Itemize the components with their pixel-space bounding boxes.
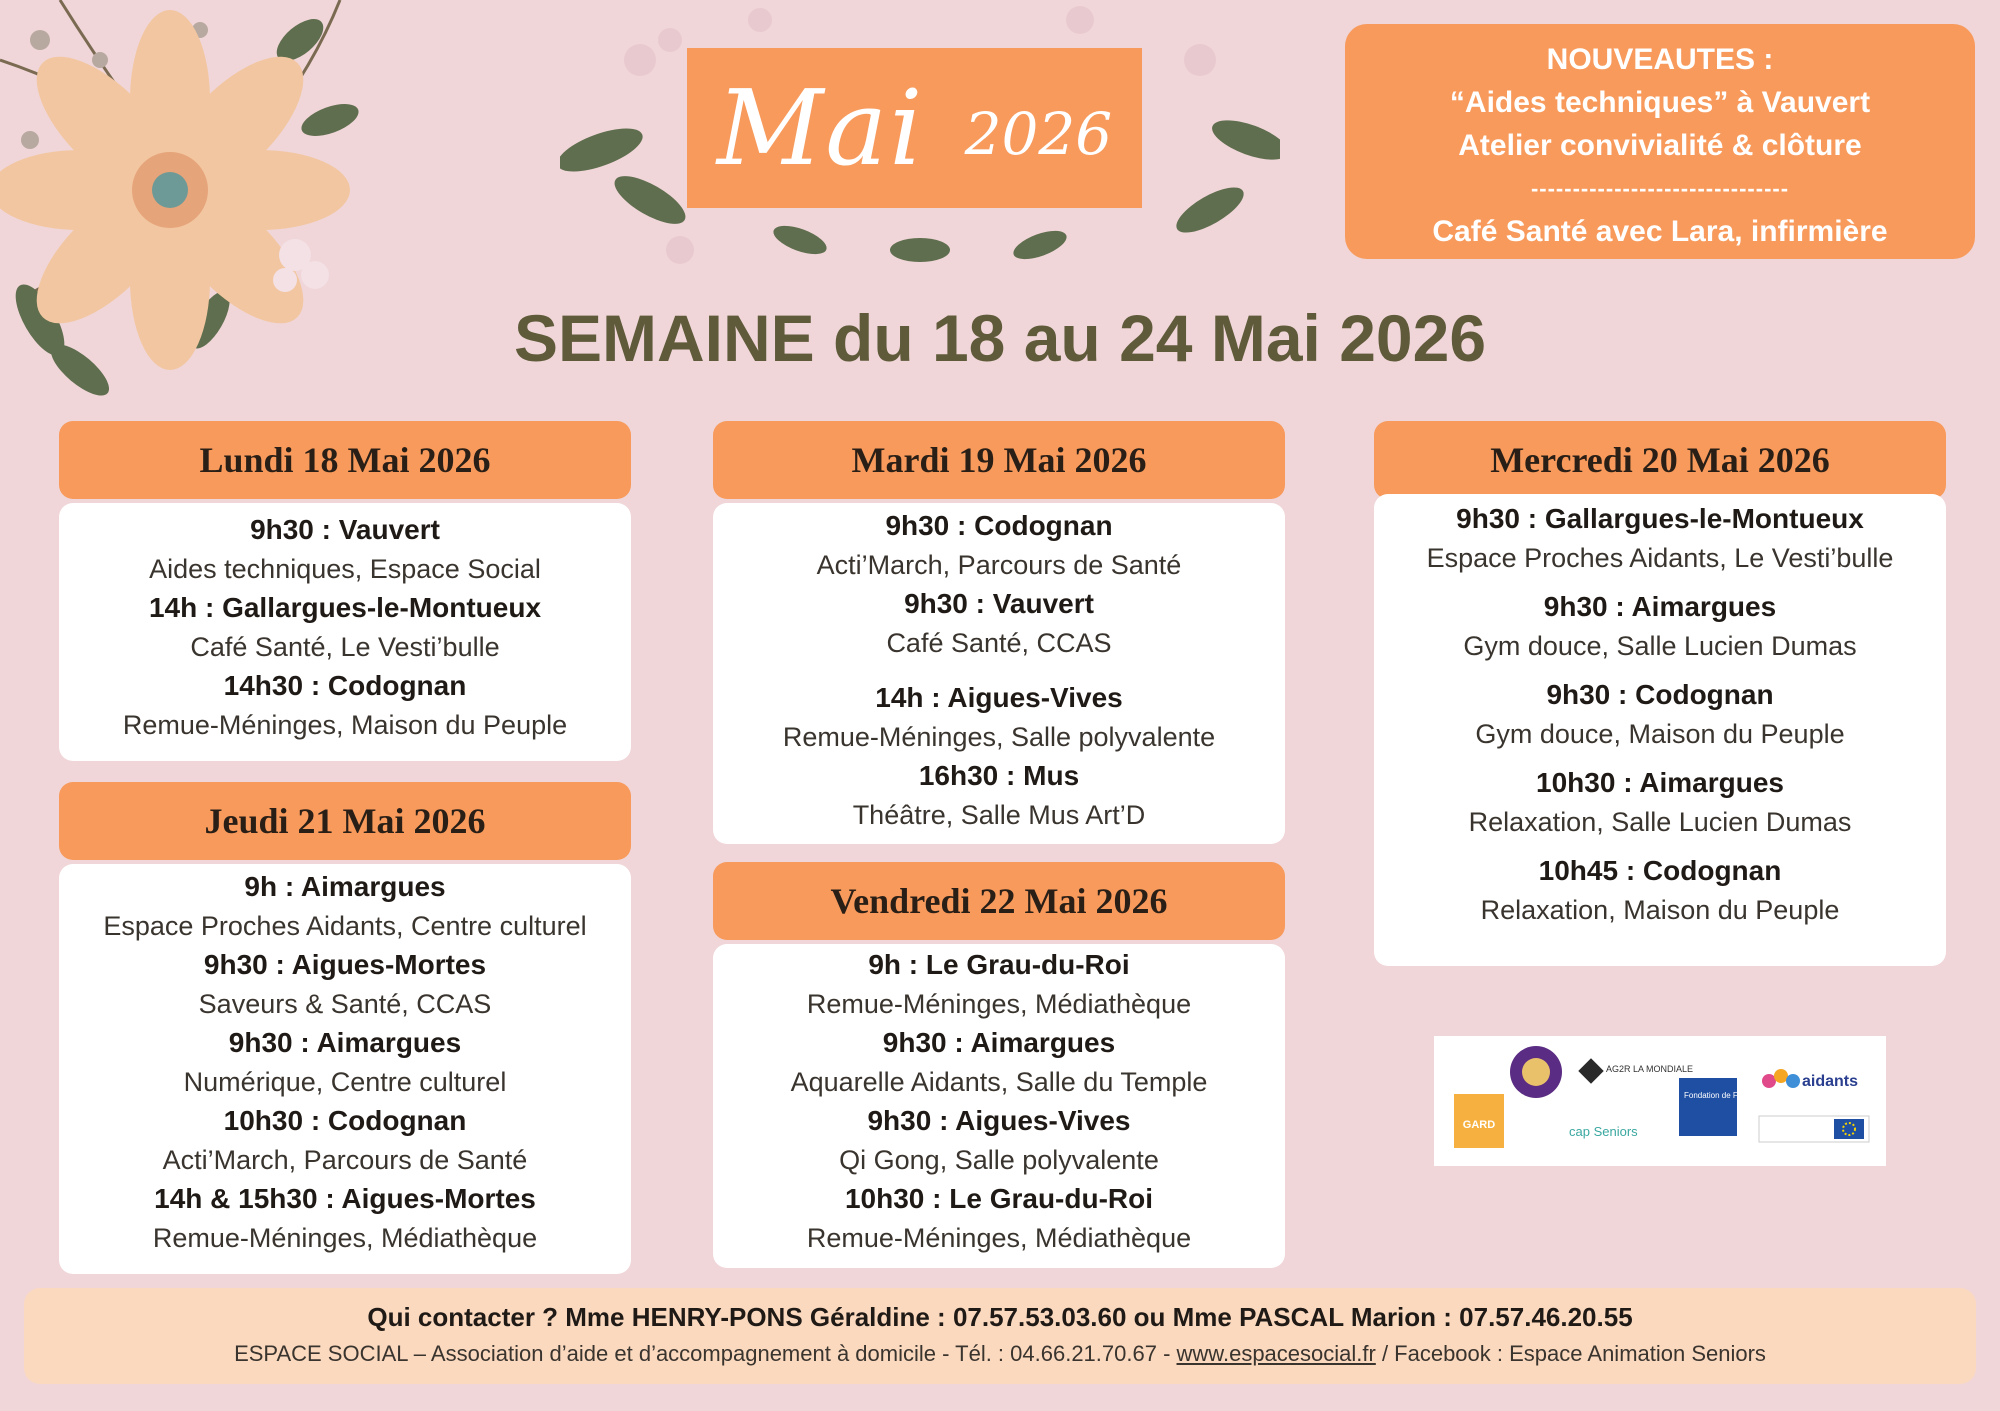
footer-info-start: ESPACE SOCIAL – Association d’aide et d’accompagnement à domicile - Tél. : 04.66.21.70.67 - bbox=[234, 1341, 1177, 1366]
event-time: 14h & 15h30 : Aigues-Mortes bbox=[154, 1183, 536, 1214]
event-desc: Remue-Méninges, Salle polyvalente bbox=[782, 722, 1216, 752]
event-desc: Aides techniques, Espace Social bbox=[149, 554, 541, 584]
fondation-logo bbox=[1679, 1078, 1737, 1136]
ag2r-logo bbox=[1578, 1058, 1603, 1083]
event-time: 14h30 : Codognan bbox=[223, 670, 467, 701]
month-title: Mai bbox=[716, 67, 925, 189]
footer-contact: Qui contacter ? Mme HENRY-PONS Géraldine : 07.57.53.03.60 ou Mme PASCAL Marion : 07.57.46.20.55 bbox=[367, 1302, 1633, 1332]
month-title-box bbox=[687, 48, 1142, 208]
ag2r-logo-text: AG2R LA MONDIALE bbox=[1606, 1064, 1694, 1074]
event-desc: Remue-Méninges, Médiathèque bbox=[806, 989, 1192, 1019]
news-separator: ------------------------------- bbox=[1530, 176, 1790, 201]
event-desc: Gym douce, Salle Lucien Dumas bbox=[1463, 631, 1857, 661]
news-line-3: Café Santé avec Lara, infirmière bbox=[1432, 215, 1888, 248]
event-time: 10h30 : Codognan bbox=[223, 1105, 467, 1136]
partner-logos-graphic bbox=[1434, 1036, 1886, 1166]
event-desc: Aquarelle Aidants, Salle du Temple bbox=[790, 1067, 1208, 1097]
week-title bbox=[0, 300, 2000, 376]
event-time: 10h30 : Aimargues bbox=[1536, 767, 1784, 798]
event-desc: Café Santé, CCAS bbox=[886, 628, 1112, 658]
news-heading: NOUVEAUTES : bbox=[1546, 43, 1774, 76]
event-time: 16h30 : Mus bbox=[918, 760, 1080, 791]
event-desc: Remue-Méninges, Maison du Peuple bbox=[122, 710, 568, 740]
event-time: 9h30 : Vauvert bbox=[904, 588, 1094, 619]
event-time: 14h : Aigues-Vives bbox=[875, 682, 1123, 713]
day-header-vendredi: Vendredi 22 Mai 2026 bbox=[713, 862, 1285, 940]
event-desc: Numérique, Centre culturel bbox=[183, 1067, 507, 1097]
footer-info bbox=[24, 1341, 1976, 1367]
event-time: 14h : Gallargues-le-Montueux bbox=[148, 592, 542, 623]
gard-logo-text: GARD bbox=[1462, 1119, 1496, 1131]
event-time: 9h30 : Vauvert bbox=[250, 514, 440, 545]
event-time: 10h45 : Codognan bbox=[1538, 855, 1782, 886]
event-desc: Relaxation, Salle Lucien Dumas bbox=[1468, 807, 1852, 837]
aidants-logo bbox=[1762, 1074, 1776, 1088]
event-desc: Saveurs & Santé, CCAS bbox=[198, 989, 492, 1019]
partner-logos bbox=[1434, 1036, 1886, 1166]
event-time: 9h30 : Aimargues bbox=[1543, 591, 1777, 622]
day-header-lundi: Lundi 18 Mai 2026 bbox=[59, 421, 631, 499]
event-time: 9h30 : Aigues-Mortes bbox=[203, 949, 487, 980]
event-desc: Gym douce, Maison du Peuple bbox=[1475, 719, 1845, 749]
event-desc: Espace Proches Aidants, Centre culturel bbox=[103, 911, 587, 941]
day-header-jeudi: Jeudi 21 Mai 2026 bbox=[59, 782, 631, 860]
event-desc: Qi Gong, Salle polyvalente bbox=[839, 1145, 1159, 1175]
event-desc: Remue-Méninges, Médiathèque bbox=[152, 1223, 538, 1253]
event-desc: Acti’March, Parcours de Santé bbox=[162, 1145, 528, 1175]
week-title-text: SEMAINE du 18 au 24 Mai 2026 bbox=[513, 301, 1487, 375]
event-time: 9h30 : Codognan bbox=[885, 510, 1113, 541]
event-time: 9h : Le Grau-du-Roi bbox=[868, 949, 1130, 980]
footer bbox=[24, 1288, 1976, 1384]
cap-seniors-logo: cap Seniors bbox=[1569, 1124, 1638, 1139]
news-line-2: Atelier convivialité & clôture bbox=[1458, 129, 1862, 162]
day-body-mercredi bbox=[1374, 494, 1946, 966]
footer-info-end: / Facebook : Espace Animation Seniors bbox=[1375, 1341, 1766, 1366]
day-header-mardi: Mardi 19 Mai 2026 bbox=[713, 421, 1285, 499]
event-time: 9h30 : Aimargues bbox=[882, 1027, 1116, 1058]
event-time: 9h30 : Aigues-Vives bbox=[867, 1105, 1131, 1136]
fondation-logo-text: Fondation de France bbox=[1684, 1091, 1758, 1100]
event-desc: Espace Proches Aidants, Le Vesti’bulle bbox=[1426, 543, 1894, 573]
year-title: 2026 bbox=[964, 100, 1113, 168]
day-body-jeudi bbox=[59, 864, 631, 1274]
event-time: 9h30 : Gallargues-le-Montueux bbox=[1456, 503, 1864, 534]
event-time: 10h30 : Le Grau-du-Roi bbox=[844, 1183, 1154, 1214]
day-body-lundi bbox=[59, 503, 631, 761]
event-time: 9h30 : Codognan bbox=[1546, 679, 1774, 710]
event-desc: Remue-Méninges, Médiathèque bbox=[806, 1223, 1192, 1253]
website-link[interactable]: www.espacesocial.fr bbox=[1176, 1341, 1376, 1366]
news-box bbox=[1345, 24, 1975, 259]
event-desc: Acti’March, Parcours de Santé bbox=[816, 550, 1182, 580]
aidants-logo-text: aidants bbox=[1802, 1073, 1859, 1090]
event-time: 9h : Aimargues bbox=[244, 871, 446, 902]
day-header-mercredi: Mercredi 20 Mai 2026 bbox=[1374, 421, 1946, 499]
event-desc: Café Santé, Le Vesti’bulle bbox=[190, 632, 500, 662]
news-line-1: “Aides techniques” à Vauvert bbox=[1449, 86, 1871, 119]
day-body-vendredi bbox=[713, 944, 1285, 1268]
event-time: 9h30 : Aimargues bbox=[228, 1027, 462, 1058]
day-body-mardi bbox=[713, 503, 1285, 844]
event-desc: Théâtre, Salle Mus Art’D bbox=[852, 800, 1146, 830]
event-desc: Relaxation, Maison du Peuple bbox=[1480, 895, 1840, 925]
